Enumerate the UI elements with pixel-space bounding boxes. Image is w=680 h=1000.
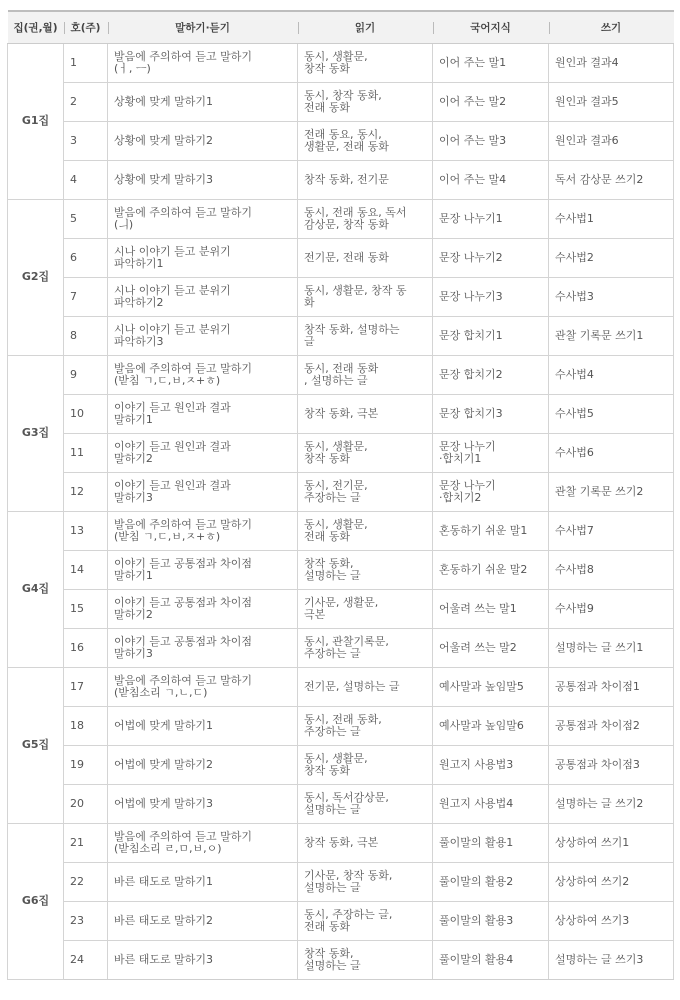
reading-cell: 동시, 생활문, 창작 동화 xyxy=(298,745,433,784)
speaking-listening-cell: 발음에 주의하여 듣고 말하기 (ㅢ) xyxy=(108,199,298,238)
writing-cell: 관찰 기록문 쓰기2 xyxy=(549,472,674,511)
writing-cell: 수사법4 xyxy=(549,355,674,394)
writing-cell: 설명하는 글 쓰기2 xyxy=(549,784,674,823)
reading-cell: 창작 동화, 설명하는 글 xyxy=(298,316,433,355)
writing-cell: 설명하는 글 쓰기3 xyxy=(549,940,674,979)
reading-cell: 동시, 관찰기록문, 주장하는 글 xyxy=(298,628,433,667)
reading-cell: 전래 동요, 동시, 생활문, 전래 동화 xyxy=(298,121,433,160)
speaking-listening-cell: 이야기 듣고 원인과 결과 말하기2 xyxy=(108,433,298,472)
table-row xyxy=(8,160,674,199)
issue-number-cell: 17 xyxy=(64,667,108,706)
reading-cell: 동시, 독서감상문, 설명하는 글 xyxy=(298,784,433,823)
language-knowledge-cell: 문장 나누기3 xyxy=(433,277,549,316)
reading-cell: 전기문, 전래 동화 xyxy=(298,238,433,277)
issue-number-cell: 9 xyxy=(64,355,108,394)
reading-cell: 동시, 생활문, 전래 동화 xyxy=(298,511,433,550)
volume-group-label: G3집 xyxy=(8,355,64,511)
speaking-listening-cell: 어법에 맞게 말하기2 xyxy=(108,745,298,784)
reading-cell: 동시, 생활문, 창작 동화 xyxy=(298,43,433,82)
writing-cell: 독서 감상문 쓰기2 xyxy=(549,160,674,199)
writing-cell: 상상하여 쓰기1 xyxy=(549,823,674,862)
language-knowledge-cell: 문장 나누기2 xyxy=(433,238,549,277)
table-row xyxy=(8,511,674,550)
table-row xyxy=(8,199,674,238)
table-row xyxy=(8,550,674,589)
language-knowledge-cell: 문장 합치기3 xyxy=(433,394,549,433)
writing-cell: 원인과 결과5 xyxy=(549,82,674,121)
header-speaking-listening: 말하기·듣기 xyxy=(108,11,298,43)
table-row xyxy=(8,472,674,511)
writing-cell: 수사법1 xyxy=(549,199,674,238)
language-knowledge-cell: 혼동하기 쉬운 말2 xyxy=(433,550,549,589)
header-reading: 읽기 xyxy=(298,11,433,43)
writing-cell: 관찰 기록문 쓰기1 xyxy=(549,316,674,355)
table-row xyxy=(8,667,674,706)
issue-number-cell: 12 xyxy=(64,472,108,511)
reading-cell: 창작 동화, 전기문 xyxy=(298,160,433,199)
speaking-listening-cell: 상황에 맞게 말하기1 xyxy=(108,82,298,121)
speaking-listening-cell: 발음에 주의하여 듣고 말하기 (받침 ㄱ,ㄷ,ㅂ,ㅈ+ㅎ) xyxy=(108,355,298,394)
table-row xyxy=(8,355,674,394)
issue-number-cell: 15 xyxy=(64,589,108,628)
speaking-listening-cell: 이야기 듣고 공통점과 차이점 말하기3 xyxy=(108,628,298,667)
language-knowledge-cell: 문장 나누기 ·합치기1 xyxy=(433,433,549,472)
table-row xyxy=(8,394,674,433)
writing-cell: 수사법6 xyxy=(549,433,674,472)
reading-cell: 동시, 전래 동요, 독서 감상문, 창작 동화 xyxy=(298,199,433,238)
issue-number-cell: 14 xyxy=(64,550,108,589)
reading-cell: 동시, 전래 동화, 주장하는 글 xyxy=(298,706,433,745)
language-knowledge-cell: 원고지 사용법3 xyxy=(433,745,549,784)
reading-cell: 동시, 생활문, 창작 동 화 xyxy=(298,277,433,316)
table-row xyxy=(8,823,674,862)
speaking-listening-cell: 시나 이야기 듣고 분위기 파악하기2 xyxy=(108,277,298,316)
reading-cell: 동시, 주장하는 글, 전래 동화 xyxy=(298,901,433,940)
issue-number-cell: 21 xyxy=(64,823,108,862)
table-header-row xyxy=(8,11,674,43)
writing-cell: 수사법9 xyxy=(549,589,674,628)
writing-cell: 상상하여 쓰기3 xyxy=(549,901,674,940)
writing-cell: 원인과 결과4 xyxy=(549,43,674,82)
speaking-listening-cell: 어법에 맞게 말하기1 xyxy=(108,706,298,745)
reading-cell: 동시, 창작 동화, 전래 동화 xyxy=(298,82,433,121)
speaking-listening-cell: 어법에 맞게 말하기3 xyxy=(108,784,298,823)
table-row xyxy=(8,628,674,667)
issue-number-cell: 11 xyxy=(64,433,108,472)
table-row xyxy=(8,901,674,940)
reading-cell: 창작 동화, 설명하는 글 xyxy=(298,550,433,589)
language-knowledge-cell: 이어 주는 말3 xyxy=(433,121,549,160)
issue-number-cell: 5 xyxy=(64,199,108,238)
speaking-listening-cell: 바른 태도로 말하기3 xyxy=(108,940,298,979)
issue-number-cell: 2 xyxy=(64,82,108,121)
language-knowledge-cell: 풀이말의 활용4 xyxy=(433,940,549,979)
speaking-listening-cell: 발음에 주의하여 듣고 말하기 (ㅓ, ㅡ) xyxy=(108,43,298,82)
issue-number-cell: 22 xyxy=(64,862,108,901)
speaking-listening-cell: 상황에 맞게 말하기2 xyxy=(108,121,298,160)
writing-cell: 설명하는 글 쓰기1 xyxy=(549,628,674,667)
language-knowledge-cell: 혼동하기 쉬운 말1 xyxy=(433,511,549,550)
curriculum-table xyxy=(7,10,674,980)
issue-number-cell: 18 xyxy=(64,706,108,745)
volume-group-label: G1집 xyxy=(8,43,64,199)
issue-number-cell: 19 xyxy=(64,745,108,784)
reading-cell: 동시, 전기문, 주장하는 글 xyxy=(298,472,433,511)
volume-group-label: G4집 xyxy=(8,511,64,667)
reading-cell: 동시, 생활문, 창작 동화 xyxy=(298,433,433,472)
issue-number-cell: 8 xyxy=(64,316,108,355)
speaking-listening-cell: 발음에 주의하여 듣고 말하기 (받침 ㄱ,ㄷ,ㅂ,ㅈ+ㅎ) xyxy=(108,511,298,550)
language-knowledge-cell: 문장 나누기 ·합치기2 xyxy=(433,472,549,511)
table-row xyxy=(8,745,674,784)
speaking-listening-cell: 시나 이야기 듣고 분위기 파악하기1 xyxy=(108,238,298,277)
reading-cell: 동시, 전래 동화 , 설명하는 글 xyxy=(298,355,433,394)
writing-cell: 공통점과 차이점2 xyxy=(549,706,674,745)
speaking-listening-cell: 발음에 주의하여 듣고 말하기 (받침소리 ㄹ,ㅁ,ㅂ,ㅇ) xyxy=(108,823,298,862)
reading-cell: 창작 동화, 설명하는 글 xyxy=(298,940,433,979)
issue-number-cell: 24 xyxy=(64,940,108,979)
table-row xyxy=(8,784,674,823)
speaking-listening-cell: 바른 태도로 말하기1 xyxy=(108,862,298,901)
table-row xyxy=(8,238,674,277)
table-row xyxy=(8,589,674,628)
table-row xyxy=(8,433,674,472)
issue-number-cell: 10 xyxy=(64,394,108,433)
table-row xyxy=(8,121,674,160)
language-knowledge-cell: 풀이말의 활용3 xyxy=(433,901,549,940)
issue-number-cell: 13 xyxy=(64,511,108,550)
language-knowledge-cell: 원고지 사용법4 xyxy=(433,784,549,823)
writing-cell: 수사법7 xyxy=(549,511,674,550)
issue-number-cell: 20 xyxy=(64,784,108,823)
writing-cell: 수사법3 xyxy=(549,277,674,316)
language-knowledge-cell: 이어 주는 말4 xyxy=(433,160,549,199)
header-issue: 호(주) xyxy=(64,11,108,43)
issue-number-cell: 6 xyxy=(64,238,108,277)
reading-cell: 창작 동화, 극본 xyxy=(298,394,433,433)
issue-number-cell: 3 xyxy=(64,121,108,160)
reading-cell: 창작 동화, 극본 xyxy=(298,823,433,862)
table-row xyxy=(8,940,674,979)
writing-cell: 공통점과 차이점3 xyxy=(549,745,674,784)
speaking-listening-cell: 이야기 듣고 원인과 결과 말하기1 xyxy=(108,394,298,433)
reading-cell: 기사문, 생활문, 극본 xyxy=(298,589,433,628)
header-volume: 집(권,월) xyxy=(8,11,64,43)
issue-number-cell: 4 xyxy=(64,160,108,199)
header-writing: 쓰기 xyxy=(549,11,674,43)
speaking-listening-cell: 이야기 듣고 원인과 결과 말하기3 xyxy=(108,472,298,511)
speaking-listening-cell: 이야기 듣고 공통점과 차이점 말하기2 xyxy=(108,589,298,628)
reading-cell: 기사문, 창작 동화, 설명하는 글 xyxy=(298,862,433,901)
issue-number-cell: 16 xyxy=(64,628,108,667)
table-row xyxy=(8,43,674,82)
writing-cell: 원인과 결과6 xyxy=(549,121,674,160)
volume-group-label: G2집 xyxy=(8,199,64,355)
issue-number-cell: 1 xyxy=(64,43,108,82)
language-knowledge-cell: 문장 합치기2 xyxy=(433,355,549,394)
language-knowledge-cell: 이어 주는 말2 xyxy=(433,82,549,121)
language-knowledge-cell: 문장 합치기1 xyxy=(433,316,549,355)
table-row xyxy=(8,316,674,355)
table-row xyxy=(8,862,674,901)
speaking-listening-cell: 발음에 주의하여 듣고 말하기 (받침소리 ㄱ,ㄴ,ㄷ) xyxy=(108,667,298,706)
issue-number-cell: 7 xyxy=(64,277,108,316)
speaking-listening-cell: 상황에 맞게 말하기3 xyxy=(108,160,298,199)
language-knowledge-cell: 풀이말의 활용2 xyxy=(433,862,549,901)
language-knowledge-cell: 이어 주는 말1 xyxy=(433,43,549,82)
issue-number-cell: 23 xyxy=(64,901,108,940)
language-knowledge-cell: 어울려 쓰는 말2 xyxy=(433,628,549,667)
writing-cell: 수사법2 xyxy=(549,238,674,277)
table-row xyxy=(8,277,674,316)
volume-group-label: G5집 xyxy=(8,667,64,823)
speaking-listening-cell: 바른 태도로 말하기2 xyxy=(108,901,298,940)
language-knowledge-cell: 문장 나누기1 xyxy=(433,199,549,238)
language-knowledge-cell: 어울려 쓰는 말1 xyxy=(433,589,549,628)
volume-group-label: G6집 xyxy=(8,823,64,979)
speaking-listening-cell: 시나 이야기 듣고 분위기 파악하기3 xyxy=(108,316,298,355)
header-language-knowledge: 국어지식 xyxy=(433,11,549,43)
table-row xyxy=(8,706,674,745)
language-knowledge-cell: 예사말과 높임말5 xyxy=(433,667,549,706)
language-knowledge-cell: 풀이말의 활용1 xyxy=(433,823,549,862)
writing-cell: 수사법8 xyxy=(549,550,674,589)
table-row xyxy=(8,82,674,121)
writing-cell: 수사법5 xyxy=(549,394,674,433)
language-knowledge-cell: 예사말과 높임말6 xyxy=(433,706,549,745)
speaking-listening-cell: 이야기 듣고 공통점과 차이점 말하기1 xyxy=(108,550,298,589)
writing-cell: 상상하여 쓰기2 xyxy=(549,862,674,901)
reading-cell: 전기문, 설명하는 글 xyxy=(298,667,433,706)
writing-cell: 공통점과 차이점1 xyxy=(549,667,674,706)
